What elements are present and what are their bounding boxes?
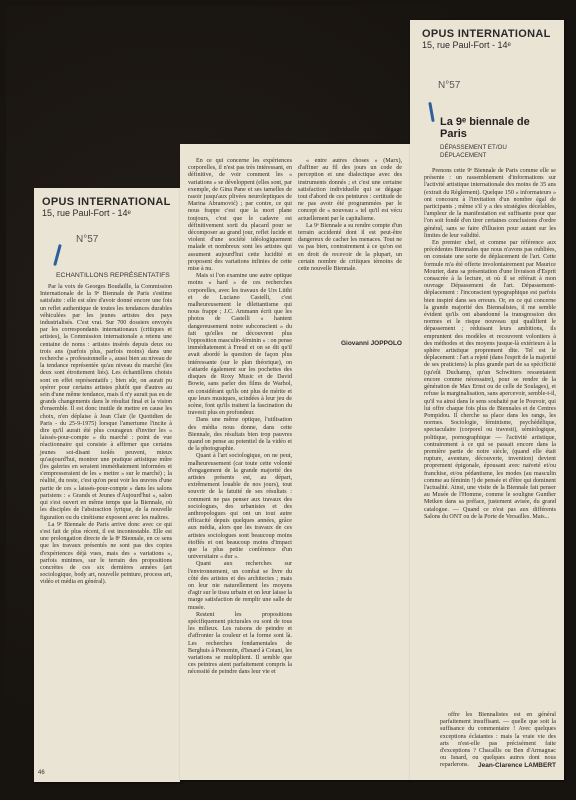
paragraph: Par la voix de Georges Boudaille, la Commission Internationale de la 9ᵉ Biennale de Paris s'estime satisfaite : elle est sûre d'avoir donné encore une fois un reflet authentique de toutes les tendances durables véhiculées par les jeunes artistes des pays industrialisés. C'est vrai. Sur 700 dossiers envoyés par les correspondants internationaux (critiques et artistes), la Commission internationale a retenu une centaine de noms : artistes insérés depuis deux ou trois ans (parfois plus, parfois moins) dans une recherche « professionnelle », aussi bien au niveau de la tendance représentée qu'au niveau du marché (les deux sont étroitement liés). Les échantillons choisis sont en effet représentatifs ; bien sûr, on aurait pu opérer pour certains artistes plutôt que d'autres au sein d'une même tendance, mais il n'y aurait pas eu de grands changements dans le résultat final et la vision d'ensemble. Il est donc inutile de mettre en cause les choix, n'en déplaise à Jean Clair (le Quotidien de Paris - du 25-9-1975) lorsque l'amertume l'incite à dire qu'il aurait été plus courageux d'inviter les « laissés-pour-compte » du marché : point de vue réactionnaire qui consiste à affirmer que certains jeunes soi-disant isolés peuvent, mieux qu'aujourd'hui, montrer une pratique artistique mûre (les galeries en seraient immédiatement informées et s'empresseraient de les « mettre » sur le marché) ; la réalité, du reste, c'est qu'on peut voir les œuvres d'une partie de ces « laissés-pour-compte » dans les salons parisiens : « Grands et Jeunes d'Aujourd'hui », salon qui s'est ouvert en même temps que la Biennale, où les disciples de l'abstraction lyrique, de la nouvelle figuration ou du cinétisme exposent avec les maîtres. bbox=[40, 284, 172, 521]
right-header-title: OPUS INTERNATIONAL bbox=[422, 28, 551, 40]
left-article-body bbox=[40, 284, 172, 774]
left-header-title: OPUS INTERNATIONAL bbox=[42, 196, 171, 208]
paragraph: Dans une même optique, l'utilisation des média nous donne, dans cette Biennale, des résultats bien trop pauvres quand on pense au potentiel de la vidéo et de la photographie. bbox=[188, 417, 292, 453]
ink-mark bbox=[53, 244, 62, 266]
middle-clipping bbox=[180, 144, 410, 780]
left-header-address: 15, rue Paul-Fort - 14ᵉ bbox=[42, 208, 131, 218]
left-section-title: ECHANTILLONS REPRÉSENTATIFS bbox=[56, 272, 170, 279]
right-signature: Jean-Clarence LAMBERT bbox=[477, 762, 556, 769]
left-clipping bbox=[34, 188, 180, 782]
middle-column-1 bbox=[188, 158, 292, 774]
ink-mark bbox=[428, 102, 434, 122]
scrapbook-page bbox=[6, 6, 570, 794]
paragraph: Quant aux recherches sur l'environnement, un combat se livre du côté des artistes et des architectes ; mais on leur nie naturellement les moyens d'agir sur le tissu urbain et on leur laisse la marge satisfaction de remplir une salle de musée. bbox=[188, 561, 292, 611]
right-headline: La 9ᵉ biennale de Paris bbox=[440, 116, 530, 140]
page-number: 46 bbox=[38, 770, 45, 776]
paragraph: La 9ᵉ Biennale a su rendre compte d'un terrain accidenté dont il est peut-être dangereux de cacher les menaces. Tout ne va pas bien, contrairement à ce qu'on est en droit de recevoir de la plupart, un certain nombre de critiques témoins de cette nouvelle Biennale. bbox=[298, 222, 402, 273]
paragraph: La 9ᵉ Biennale de Paris arrive donc avec ce qui s'est fait de plus récent, il est incontestable. Elle est une prolongation directe de la 8ᵉ Biennale, en ce sens que les travaux présentés ne sont pas des copies d'expériences déjà vues, mais des « variations », parfois minimes, sur le terrain des propositions concrètes de ces six dernières années (art sociologique, body art, nouvelle peinture, process art, vidéo et média en général). bbox=[40, 521, 172, 586]
middle-column-2 bbox=[298, 158, 402, 334]
middle-signature: Giovanni JOPPOLO bbox=[340, 340, 402, 347]
paragraph: Prenons cette 9ᵉ Biennale de Paris comme elle se présente : un rassemblement d'informations sur l'activité artistique internationale des moins de 35 ans (extrait du Règlement). Quelque 150 « informateurs » ont concouru à l'invitation d'un nombre égal de participants ; même s'il y a des stratégies décelables, l'ampleur de la manifestation est suffisante pour que l'on soit fondé d'en tirer certaines conclusions d'ordre général, sans se faire d'illusion pour autant sur les limites de leur validité. bbox=[424, 168, 556, 239]
right-header-address: 15, rue Paul-Fort - 14ᵉ bbox=[422, 40, 511, 50]
paragraph: Restent les propositions spécifiquement picturales ou sont de tous les milieux. Les raisons de peindre et d'affronter la couleur et la forme sont là. Les recherches fondamentales de Berghuis à Ponomin, d'Isnard à Cotani, les variations se multiplient. Il semble que ces peintres aient parfaitement compris la nécessité de peindre dans leur vie et bbox=[188, 611, 292, 676]
left-header bbox=[42, 196, 171, 218]
paragraph: En premier chef, et comme par référence aux précédentes Biennales que nous n'avons pas oubliées, on constate une sorte de déplacement de l'art. Cette formule m'a été offerte involontairement par Maurice Mourier, dans sa présentation d'une livraison d'Esprit consacrée à la lecture, et où il se référait à mon ouvrage Dépassement de l'art. Dépassement-déplacement : l'inconscient typographique est parfois bien inspiré dans ses erreurs. Or, en ce qui concerne la grande majorité des Biennalistes, il me semble évident qu'ils ont abandonné la transgression des normes et le risque nouveau qui qualifient le dépassement ; réduisant leurs ambitions, ils empruntent des modèles et recouvrent volontiers à des méthodes et des moyens jusque-là extérieurs à la sphère artistique proprement dite. Tel est le déplacement : l'art a rejeté (dans l'esprit de la majorité de ses praticiens) la plus grande part de sa spécificité (qu'eût Duchamp, qu'un Schwitters ressentaient encore comme nécessaire), pour se rendre de la génération de Max Ernst ou de celle de Soulages), et refuse la marginalisation, sans apercevoir, semble-t-il, qu'il va ainsi dans le sens souhaité par le Pouvoir, qui lui offre chaque fois plus de Biennales et de Centres Pompidou. Il cherche sa place dans les rangs, les normes. Sociologie, féminisme, psychédélique, spectaculaire (corporel ou travesti), sémiologique, politique, pornographique — l'activité artistique, contrairement à ce qui se passait encore dans la première partie de notre siècle, (quand elle était rupture, aventure, découverte, invention) devient proprement épigonale, épousant avec naïveté et/ou franchise, et/ou pédantisme, les modes (au masculin comme au féminin !) de pensée et d'être qui dominent l'actualité. Ainsi, une visite de la Biennale fait penser au Musée de l'Homme, comme le souligne Gunther Metken dans sa préface, justement avisée, du grand catalogue. — Quand ce n'est pas aux différents Salons du ONT ou de la Porte de Versailles. Mais... bbox=[424, 240, 556, 520]
right-clipping bbox=[410, 20, 564, 780]
paragraph: En ce qui concerne les expériences corporelles, il n'est pas très intéressant, en définitive, de voir comment les « variations » se développent (elles sont, par exemple, de Gina Pane et ses tamelles de rasoir jusqu'aux plivées neuroleptiques de Marina Abramović) ; par contre, ce qui nous frappe c'est que la mort plane toujours, c'est que le cadavre est définitivement sorti du placard pour se décomposer au grand jour, reflet lucide et violent d'une société idéologiquement malade et nombreux sont les artistes qui assument aujourd'hui cette lucidité et proposent des variations infinies de cette mise à nu. bbox=[188, 158, 292, 273]
left-issue-number: N°57 bbox=[76, 234, 99, 245]
right-kicker: DÉPASSEMENT ET/OU DÉPLACEMENT bbox=[440, 144, 507, 159]
right-article-body bbox=[424, 168, 556, 708]
paragraph: Mais si l'on examine une autre optique moins « hard » de ces recherches corporelles, avec les travaux de Urs Lüthi et de Luciano Castelli, c'est malheureusement le dilettantisme qui nous frappe ; J.C. Ammann écrit que les photos de Castelli « hantent dangereusement notre subconscient » du fait qu'elles ne découvrent plus l'opposition masculin-féminin » : on pense immédiatement à Freud et on se dit qu'il avait abordé la question de façon plus intéressante (sur le plan théorique), on s'attarde également sur les pochettes des disques de Roxy Music et de David Bowie, sans parler des films de Warhol, en considérant qu'ils ont plus de mérite et que leurs musiques, scindées à leur jeu de scène, font qu'ils traitent la fascination du travesti plus en profondeur. bbox=[188, 273, 292, 417]
right-header bbox=[422, 28, 551, 50]
paragraph: « entre autres choses » (Marx), d'affiner au fil des jours un code de perception et une dialectique avec des instruments donnés ; et c'est une certaine satisfaction individuelle qui se dégage tout d'abord de ces peintures : certitude de ne pas avoir été programmées par le concept de « nouveau » tel qu'il est vécu actuellement par le capitalisme. bbox=[298, 158, 402, 222]
paragraph: Quant à l'art sociologique, on ne peut, malheureusement (car toute cette volonté d'engagement de la grande majorité des artistes présents est, au départ, extrêmement louable de nos jours), tout souvrir de la fatuité de ses résultats : comment ne pas penser aux travaux des sociologues, des urbanistes et des anthropologues qui ont un tout autre efficacité depuis quelques années, grâce aux média, alors que les travaux de ces artistes sociologues sont beaucoup moins étoffés et ont beaucoup moins d'impact que la plus petite conférence d'un universitaire « dur ». bbox=[188, 453, 292, 561]
paragraph: offre les Biennalistes est en général parfaitement insuffisant. — quelle que soit la suffisance du commentaire ! Avec quelques exceptions éclatantes : mais la vraie vie des arts n'est-elle pas précisément faite d'exceptions ? Chacallis ou Ben d'Armagnac ou Isnard, ou quelques autres dont nous reparlerons. bbox=[440, 712, 556, 769]
right-issue-number: N°57 bbox=[438, 80, 461, 91]
